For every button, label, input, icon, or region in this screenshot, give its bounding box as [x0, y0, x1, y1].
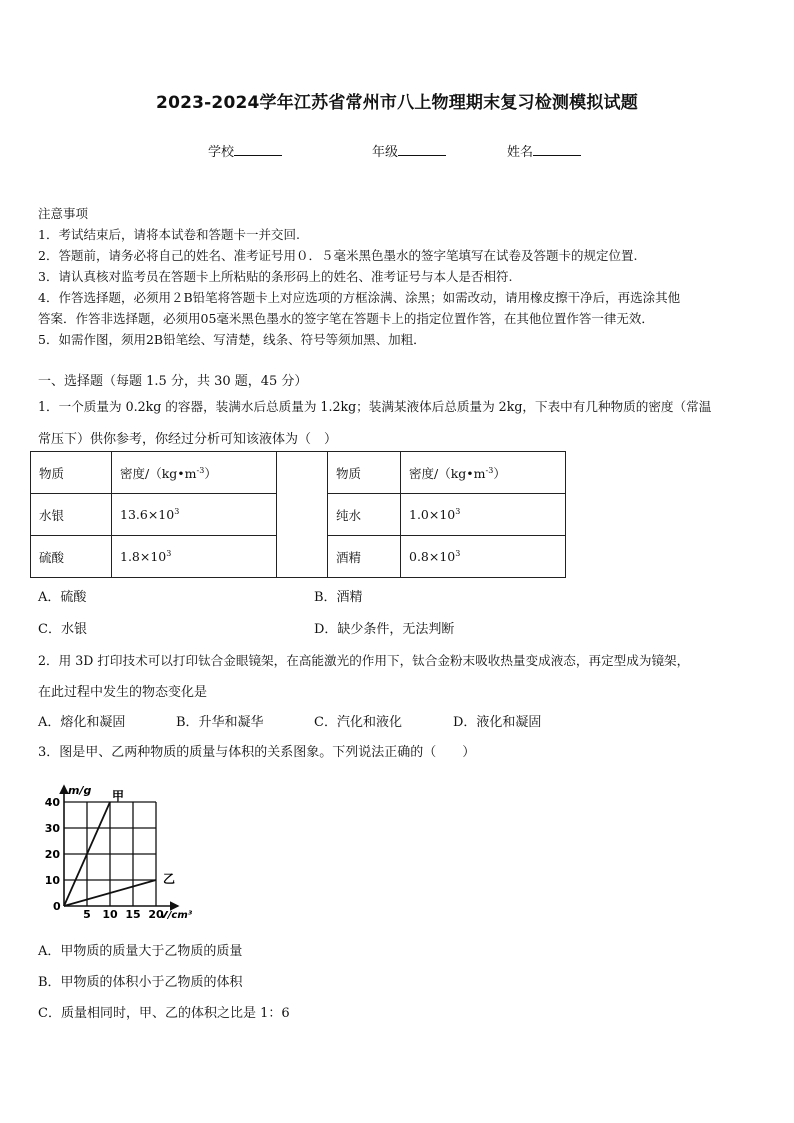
school-field[interactable] [208, 141, 282, 160]
header-density-exp: -3 [485, 465, 494, 475]
page-title: 2023-2024学年江苏省常州市八上物理期末复习检测模拟试题 [156, 93, 638, 113]
q2-stem-line2: 在此过程中发生的物态变化是 [38, 685, 208, 700]
note-item: 2．答题前，请务必将自己的姓名、准考证号用０．５毫米黑色墨水的签字笔填写在试卷及答题卡的规定位置. [38, 248, 638, 263]
section-heading: 一、选择题（每题 1.5 分，共 30 题，45 分） [38, 374, 308, 389]
note-item: 4．作答选择题，必须用２B铅笔将答题卡上对应选项的方框涂满、涂黑；如需改动，请用橡皮擦干净后，再选涂其他 [38, 290, 681, 305]
table-cell [31, 452, 112, 494]
chart-grid [64, 802, 156, 906]
note-item: 3．请认真核对监考员在答题卡上所粘贴的条形码上的姓名、准考证号与本人是否相符. [38, 269, 513, 284]
table-cell [401, 494, 566, 536]
table-cell [328, 452, 401, 494]
density-value: 13.6×10 [120, 507, 175, 522]
q2-option-d[interactable]: D．液化和凝固 [453, 715, 542, 730]
q2-option-a[interactable]: A．熔化和凝固 [38, 715, 126, 730]
density-exp: 3 [455, 549, 461, 558]
density-table [30, 451, 566, 578]
header-density-close: ） [204, 465, 217, 481]
grade-blank[interactable] [398, 143, 446, 156]
y-tick-label: 30 [44, 822, 60, 835]
q1-option-a[interactable]: A．硫酸 [38, 590, 87, 605]
table-header-row [31, 452, 566, 494]
note-item: 答案．作答非选择题，必须用05毫米黑色墨水的签字笔在答题卡上的指定位置作答，在其他位置作答一律无效． [38, 311, 654, 326]
header-density-close: ） [493, 465, 506, 481]
q1-option-d[interactable]: D．缺少条件，无法判断 [314, 622, 455, 637]
header-substance: 物质 [39, 465, 65, 481]
q2-option-b[interactable]: B．升华和凝华 [176, 715, 264, 730]
density-exp: 3 [174, 507, 180, 516]
mass-volume-chart [30, 776, 220, 921]
origin-label: 0 [53, 900, 61, 913]
q2-stem-line1: 2．用 3D 打印技术可以打印钛合金眼镜架，在高能激光的作用下，钛合金粉末吸收热量变成液态，再定型成为镜架， [38, 653, 690, 668]
density-value: 1.8×10 [120, 549, 167, 564]
q2-option-c[interactable]: C．汽化和液化 [314, 715, 402, 730]
series-label: 甲 [112, 789, 125, 803]
name-label: 姓名 [507, 145, 534, 160]
q1-stem-line1: 1．一个质量为 0.2kg 的容器，装满水后总质量为 1.2kg；装满某液体后总质量为 2kg，下表中有几种物质的密度（常温 [38, 399, 712, 414]
grade-label: 年级 [372, 145, 399, 160]
q1-stem-line2: 常压下）供你参考，你经过分析可知该液体为（ ） [38, 432, 338, 447]
school-blank[interactable] [234, 143, 282, 156]
x-axis-label: V/cm³ [160, 910, 193, 921]
table-cell [401, 536, 566, 578]
density-value: 0.8×10 [409, 549, 456, 564]
note-item: 1．考试结束后，请将本试卷和答题卡一并交回. [38, 227, 300, 242]
header-density: 密度/（kg•m [120, 465, 197, 481]
x-tick-label: 15 [125, 908, 141, 921]
table-spacer-cell [277, 452, 328, 578]
x-tick-label: 20 [148, 908, 164, 921]
school-label: 学校 [208, 145, 235, 160]
q3-option-c[interactable]: C．质量相同时，甲、乙的体积之比是 1：6 [38, 1006, 290, 1021]
header-density-exp: -3 [196, 465, 205, 475]
table-cell [112, 452, 277, 494]
x-tick-label: 10 [102, 908, 118, 921]
q1-option-b[interactable]: B．酒精 [314, 590, 363, 605]
table-cell [401, 452, 566, 494]
table-cell: 纯水 [328, 494, 401, 536]
note-item: 5．如需作图，须用2B铅笔绘、写清楚，线条、符号等须加黑、加粗． [38, 332, 426, 347]
q3-option-b[interactable]: B．甲物质的体积小于乙物质的体积 [38, 975, 243, 990]
density-exp: 3 [455, 507, 461, 516]
notes-heading: 注意事项 [38, 206, 89, 221]
name-blank[interactable] [533, 143, 581, 156]
table-cell [112, 536, 277, 578]
header-density: 密度/（kg•m [409, 465, 486, 481]
series-label: 乙 [163, 872, 176, 886]
q1-option-c[interactable]: C．水银 [38, 622, 87, 637]
y-tick-label: 20 [44, 848, 60, 861]
table-cell: 酒精 [328, 536, 401, 578]
y-tick-label: 10 [44, 874, 60, 887]
q3-stem: 3．图是甲、乙两种物质的质量与体积的关系图象。下列说法正确的（ ） [38, 745, 476, 760]
table-cell [112, 494, 277, 536]
y-tick-label: 40 [44, 796, 60, 809]
x-tick-label: 5 [83, 908, 91, 921]
grade-field[interactable] [372, 141, 446, 160]
q3-option-a[interactable]: A．甲物质的质量大于乙物质的质量 [38, 944, 243, 959]
name-field[interactable] [507, 141, 581, 160]
table-cell: 硫酸 [31, 536, 112, 578]
density-exp: 3 [166, 549, 172, 558]
table-cell: 水银 [31, 494, 112, 536]
header-substance: 物质 [336, 465, 362, 481]
density-value: 1.0×10 [409, 507, 456, 522]
y-axis-label: m/g [68, 784, 92, 797]
